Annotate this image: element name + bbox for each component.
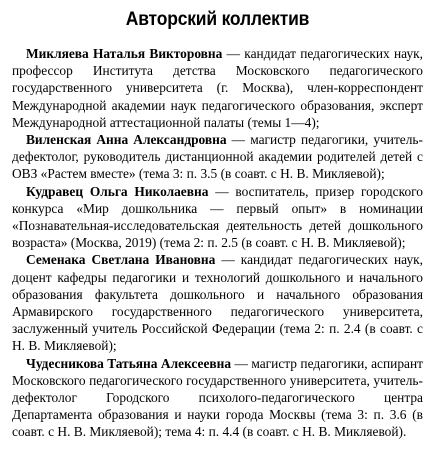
author-name: Микляева Наталья Викторовна [26, 46, 223, 61]
author-name: Виленская Анна Александровна [26, 132, 227, 148]
author-description: — кандидат педагогических наук, доцент кафедры педагогики и технологий дошкольного и начального образования факультета дошкольного и начального образования Армавирского государственного педагогического университета, заслуженный учитель Российской Федерации (тема 2: п. 2.4 (в соавт. с Н. В. Микляевой); [12, 252, 423, 354]
author-entry-semenaka [12, 251, 423, 354]
author-name: Кудравец Ольга Николаевна [26, 183, 209, 199]
author-entry-kudravets [12, 183, 423, 252]
page-title: Авторский коллектив [125, 9, 310, 30]
author-description: — магистр педагогики, аспирант Московского педагогического государственного университета, учитель-дефектолог Городского психолого-педагогического центра Департамента образования и науки города Москвы (тема 3: п. 3.6 (в соавт. с Н. В. Микляевой); тема 4: п. 4.4 (в соавт. с Н. В. Микляевой). [12, 355, 423, 440]
author-entry-mikliaeva [12, 45, 423, 131]
author-description: — воспитатель, призер городского конкурса «Мир дошкольника — первый опыт» в номинации «Познавательная-исследовательская деятельность детей дошкольного возраста» (Москва, 2019) (тема 2: п. 2.5 (в соавт. с Н. В. Микляевой); [12, 183, 424, 251]
author-description: — кандидат педагогических наук, профессор Института детства Московского педагогического государственного университета (г. Москва), член-корреспондент Международной академии наук педагогического образования, эксперт Международной аттестационной палаты (темы 1—4); [12, 46, 423, 130]
author-name: Чудесникова Татьяна Алексеевна [26, 355, 232, 371]
author-description: — магистр педагогики, учитель-дефектолог, руководитель дистанционной академии родителей детей с ОВЗ «Растем вместе» (тема 3: п. 3.5 (в соавт. с Н. В. Микляевой); [12, 132, 423, 182]
author-entry-vilenskaia [12, 131, 423, 183]
author-name: Семенака Светлана Ивановна [26, 252, 216, 268]
author-entry-chudesnikova [12, 355, 423, 441]
